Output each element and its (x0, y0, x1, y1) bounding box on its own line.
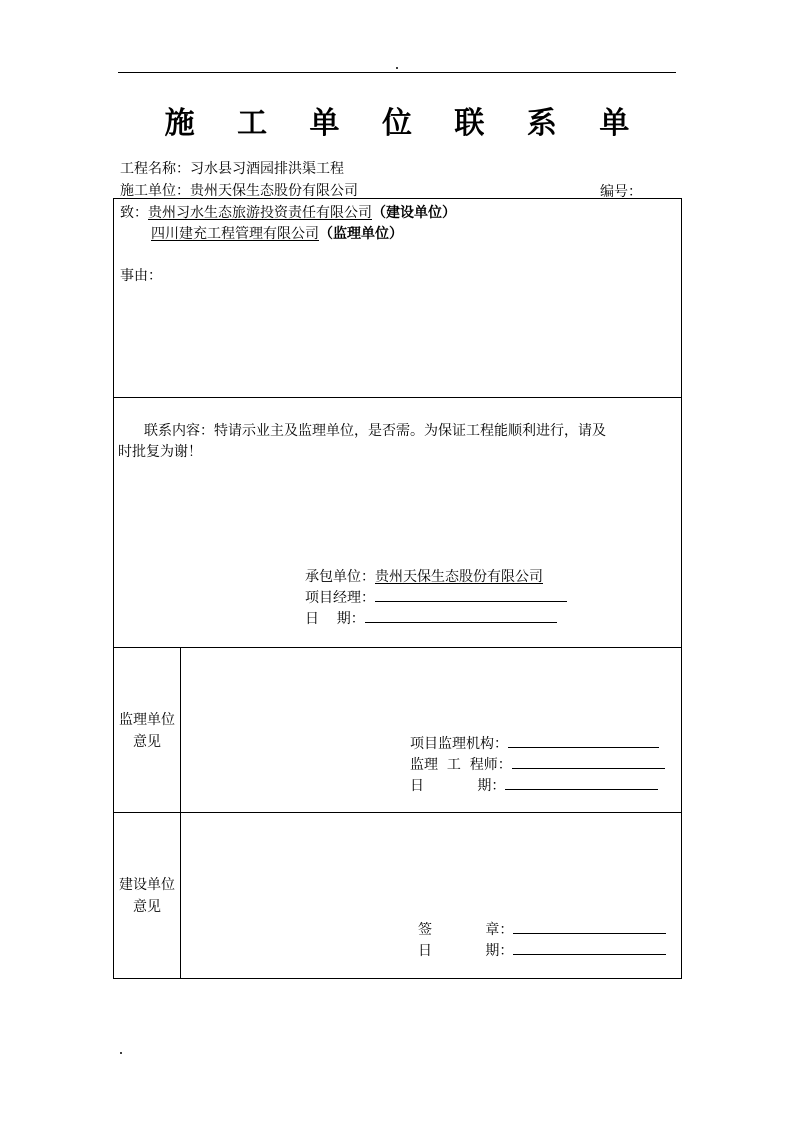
contractor-sign-row (305, 566, 543, 586)
page-title: 施 工 单 位 联 系 单 (164, 106, 646, 141)
owner-date-blank (513, 940, 666, 955)
contact-date-row (305, 608, 557, 628)
contractor-row (120, 180, 358, 200)
supervision-engineer-row (410, 754, 665, 774)
contact-date-blank (365, 608, 557, 623)
owner-seal-blank (513, 919, 666, 934)
supervision-date-label: 日 期： (410, 778, 506, 794)
recipient-owner-row (120, 202, 456, 222)
contact-date-label: 日 期： (305, 611, 365, 627)
owner-date-label: 日 期： (418, 943, 514, 959)
project-name-value: 习水县习酒园排洪渠工程 (190, 161, 344, 177)
header-dot (396, 67, 398, 69)
manager-blank (375, 587, 567, 602)
owner-seal-row (418, 919, 666, 939)
contractor-sign-value: 贵州天保生态股份有限公司 (375, 569, 543, 585)
supervision-engineer-blank (512, 754, 665, 769)
row-divider-2 (113, 647, 682, 648)
to-label: 致： (120, 205, 148, 221)
supervisor-tag: （监理单位） (319, 226, 403, 242)
column-divider (180, 647, 181, 979)
reason-label: 事由： (120, 268, 162, 284)
contractor-value: 贵州天保生态股份有限公司 (190, 183, 358, 199)
header-rule (118, 72, 676, 73)
owner-side-label: 建设单位意见 (119, 877, 175, 915)
contact-content-line1: 联系内容：特请示业主及监理单位，是否需。为保证工程能顺利进行，请及 (144, 423, 606, 439)
row-divider-1 (113, 397, 682, 398)
owner-tag: （建设单位） (372, 205, 456, 221)
contractor-label: 施工单位： (120, 183, 190, 199)
supervision-org-row (410, 733, 659, 753)
contractor-sign-label: 承包单位： (305, 569, 375, 585)
owner-seal-label: 签 章： (418, 922, 514, 938)
supervision-org-blank (508, 733, 659, 748)
footer-dot (120, 1052, 122, 1054)
owner-name: 贵州习水生态旅游投资责任有限公司 (148, 205, 372, 221)
recipient-supervisor-row (151, 223, 403, 243)
supervision-engineer-label: 监理 工 程师： (410, 757, 512, 773)
supervision-side-label: 监理单位意见 (119, 712, 175, 750)
manager-row (305, 587, 567, 607)
supervision-org-label: 项目监理机构： (410, 736, 508, 752)
owner-date-row (418, 940, 666, 960)
project-name-label: 工程名称： (120, 161, 190, 177)
supervisor-name: 四川建充工程管理有限公司 (151, 226, 319, 242)
contact-content-line2: 时批复为谢！ (118, 444, 202, 460)
manager-label: 项目经理： (305, 590, 375, 606)
project-name-row (120, 158, 344, 178)
row-divider-3 (113, 812, 682, 813)
supervision-date-row (410, 775, 658, 795)
supervision-date-blank (505, 775, 658, 790)
number-label: 编号： (600, 184, 642, 200)
